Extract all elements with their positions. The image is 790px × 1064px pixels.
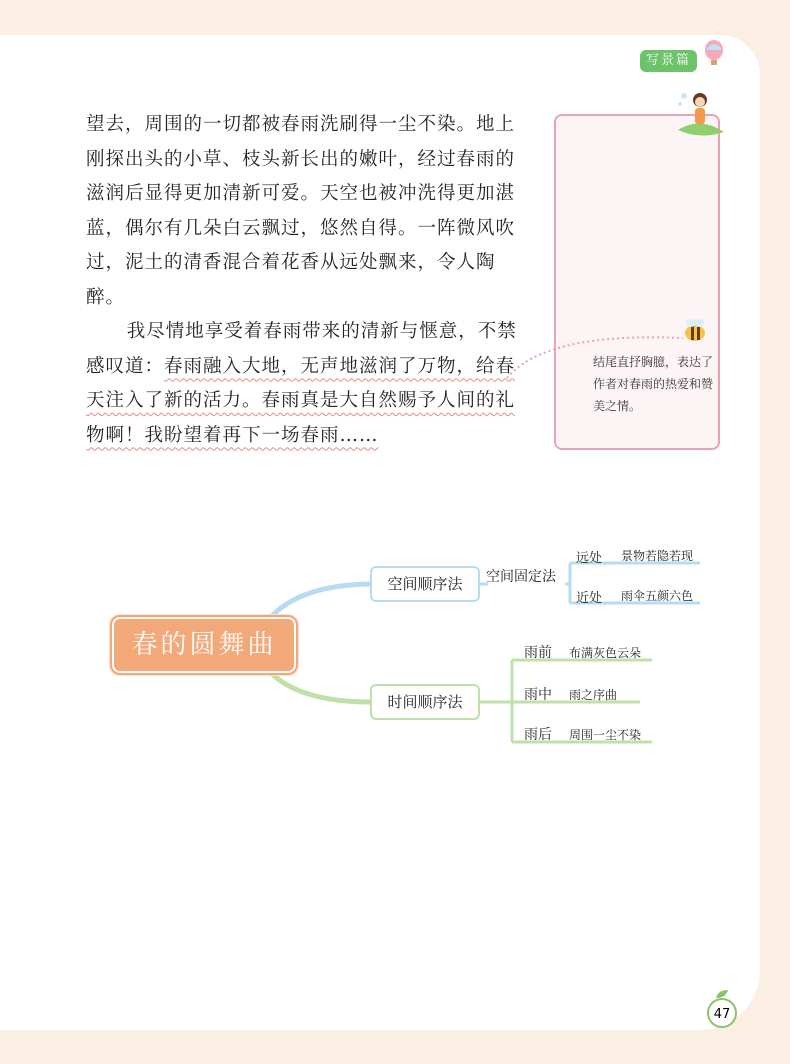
during-rain-key: 雨中 — [524, 687, 552, 703]
time-order-node: 时间顺序法 — [370, 684, 480, 720]
annotation-text: 结尾直抒胸臆，表达了作者对春雨的热爱和赞美之情。 — [593, 355, 714, 413]
page-number: 47 — [707, 998, 737, 1028]
paragraph-2-plain: 我尽情地享受着春雨带来的清新与惬意，不禁感叹道： — [86, 321, 517, 377]
after-rain-value: 周围一尘不染 — [569, 728, 642, 742]
before-rain-value: 布满灰色云朵 — [569, 646, 642, 660]
space-order-node: 空间顺序法 — [370, 566, 480, 602]
section-badge: 写景篇 — [640, 50, 697, 72]
near-value: 雨伞五颜六色 — [621, 589, 694, 603]
paragraph-1: 望去，周围的一切都被春雨洗刷得一尘不染。地上刚探出头的小草、枝头新长出的嫩叶，经过春雨的滋润后显得更加清新可爱。天空也被冲洗得更加湛蓝，偶尔有几朵白云飘过，悠然自得。一阵微风吹过，泥土的清香混合着花香从远处飘来，令人陶醉。 — [86, 114, 516, 308]
after-rain-key: 雨后 — [524, 727, 552, 743]
space-fixed-label: 空间固定法 — [486, 569, 556, 585]
underlined-sentence: 春雨融入大地，无声地滋润了万物，给春天注入了新的活力。春雨真是大自然赐予人间的礼物啊！我盼望着再下一场春雨…… — [86, 355, 516, 446]
before-rain-key: 雨前 — [524, 645, 552, 661]
far-key: 远处 — [576, 551, 603, 566]
during-rain-value: 雨之序曲 — [569, 688, 618, 702]
far-value: 景物若隐若现 — [621, 549, 694, 563]
mind-map-root: 春的圆舞曲 — [112, 617, 296, 673]
near-key: 近处 — [576, 591, 603, 606]
